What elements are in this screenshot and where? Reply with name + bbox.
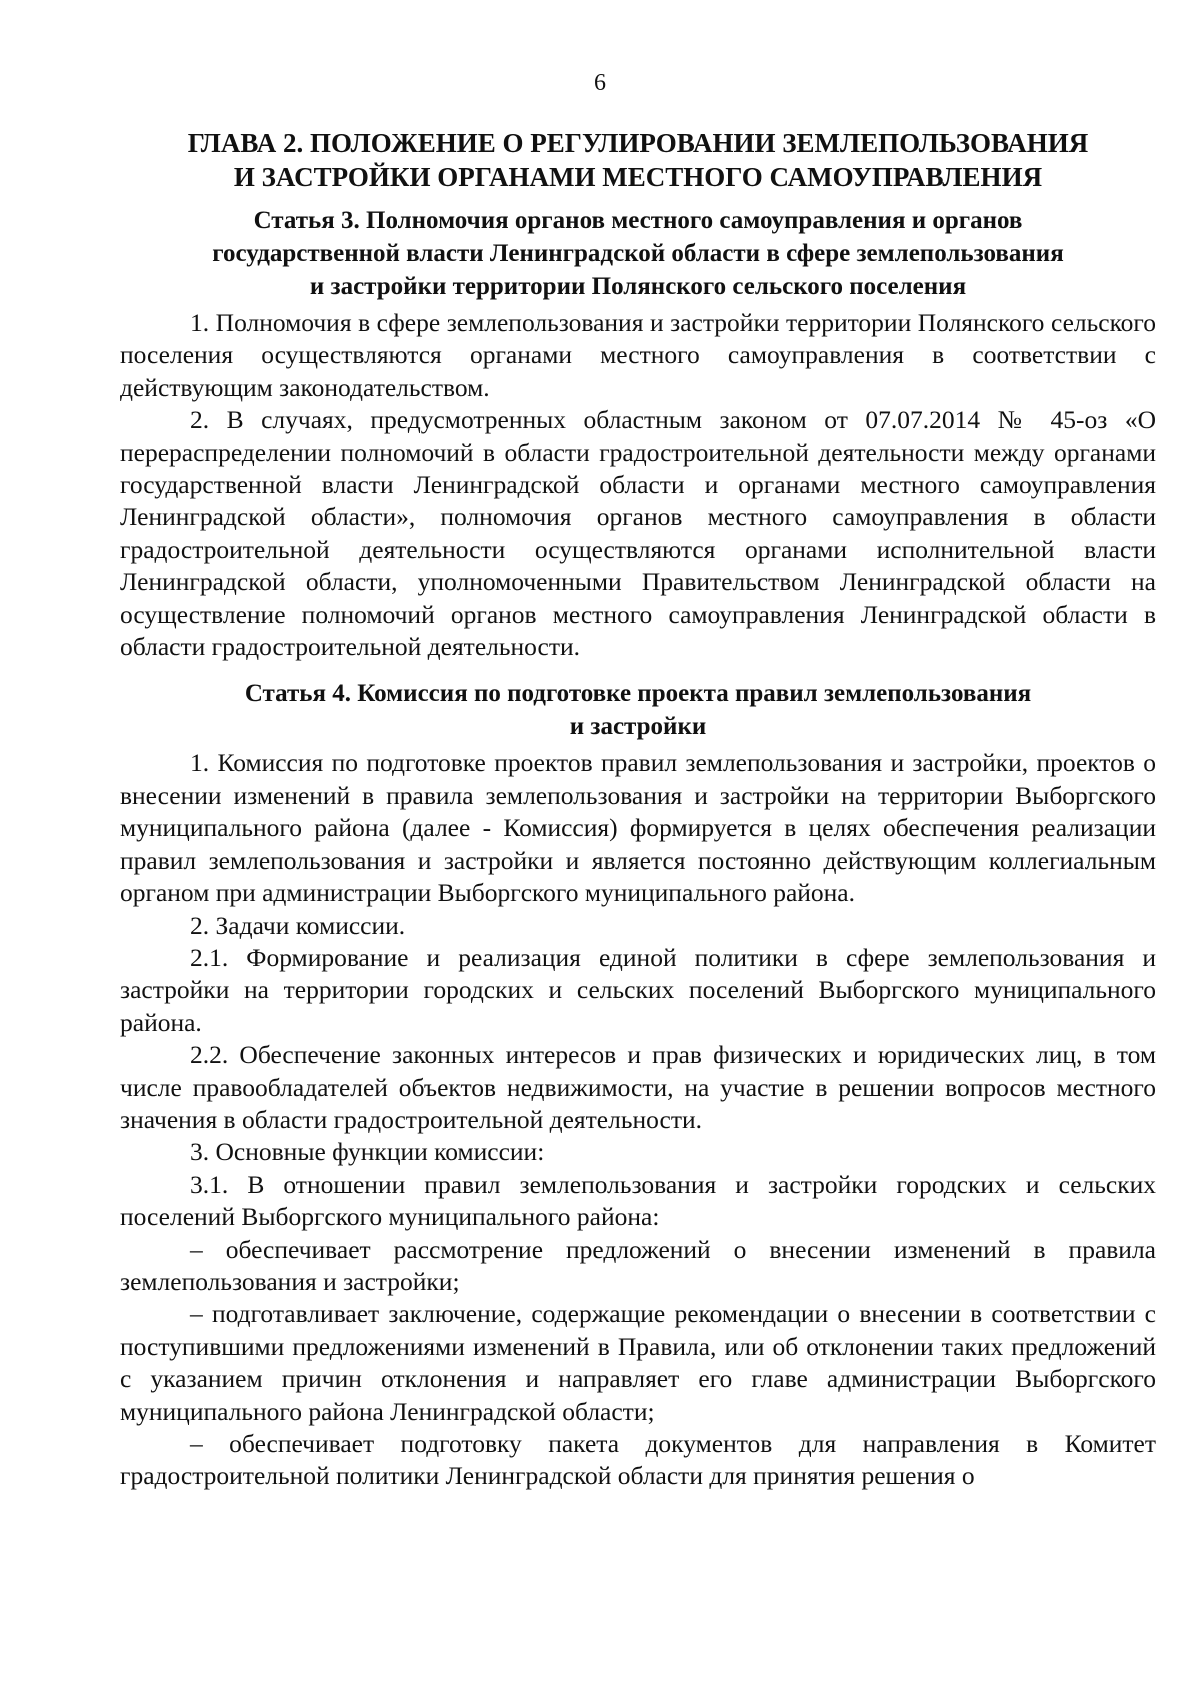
article-3-title [120, 204, 1156, 303]
article-4-paragraph: 2.2. Обеспечение законных интересов и прав физических и юридических лиц, в том числе правообладателей объектов недвижимости, на участие в решении вопросов местного значения в области градостроительной деятельности. [120, 1040, 1156, 1134]
article-4-list-item: – подготавливает заключение, содержащие рекомендации о внесении в соответствии с поступившими предложениями изменений в Правила, или об отклонении таких предложений с указанием причин отклонения и направляет его главе администрации Выборгского муниципального района Ленинградской области; [120, 1299, 1156, 1426]
article-4-paragraph: 1. Комиссия по подготовке проектов правил землепользования и застройки, проектов о внесении изменений в правила землепользования и застройки на территории Выборгского муниципального района (далее - Комиссия) формируется в целях обеспечения реализации правил землепользования и застройки и является постоянно действующим коллегиальным органом при администрации Выборгского муниципального района. [120, 748, 1156, 908]
article-4-list-item: – обеспечивает подготовку пакета документов для направления в Комитет градостроительной политики Ленинградской области для принятия решения о [120, 1429, 1156, 1491]
article-4-paragraph: 3. Основные функции комиссии: [190, 1137, 545, 1167]
article-4-list-item: – обеспечивает рассмотрение предложений о внесении изменений в правила землепользования и застройки; [120, 1234, 1156, 1296]
article-title-line: Статья 3. Полномочия органов местного самоуправления и органов [253, 207, 1023, 234]
article-title-line: и застройки территории Полянского сельского поселения [309, 273, 967, 300]
article-3-paragraph: 2. В случаях, предусмотренных областным законом от 07.07.2014 № 45-оз «О перераспределении полномочий в области градостроительной деятельности между органами государственной власти Ленинградской области и органами местного самоуправления Ленинградской области», полномочия органов местного самоуправления в области градостроительной деятельности осуществляются органами исполнительной власти Ленинградской области, уполномоченными Правительством Ленинградской области на осуществление полномочий органов местного самоуправления Ленинградской области в области градостроительной деятельности. [120, 405, 1156, 662]
article-4-paragraph: 3.1. В отношении правил землепользования и застройки городских и сельских поселений Выборгского муниципального района: [120, 1169, 1156, 1232]
article-3-paragraph: 1. Полномочия в сфере землепользования и застройки территории Полянского сельского поселения осуществляются органами местного самоуправления в соответствии с действующим законодательством. [120, 308, 1156, 402]
article-4-paragraph: 2. Задачи комиссии. [190, 910, 406, 940]
page-number: 6 [594, 70, 606, 96]
article-4-title [120, 677, 1156, 743]
chapter-title-line: ГЛАВА 2. ПОЛОЖЕНИЕ О РЕГУЛИРОВАНИИ ЗЕМЛЕПОЛЬЗОВАНИЯ [187, 128, 1089, 158]
chapter-title [120, 126, 1156, 194]
chapter-title-line: И ЗАСТРОЙКИ ОРГАНАМИ МЕСТНОГО САМОУПРАВЛЕНИЯ [233, 162, 1043, 192]
article-title-line: государственной власти Ленинградской области в сфере землепользования [212, 240, 1064, 267]
article-title-line: и застройки [569, 713, 707, 741]
page-content [120, 126, 1156, 1493]
article-4-paragraph: 2.1. Формирование и реализация единой политики в сфере землепользования и застройки на территории городских и сельских поселений Выборгского муниципального района. [120, 942, 1156, 1037]
article-title-line: Статья 4. Комиссия по подготовке проекта правил землепользования [244, 680, 1032, 708]
